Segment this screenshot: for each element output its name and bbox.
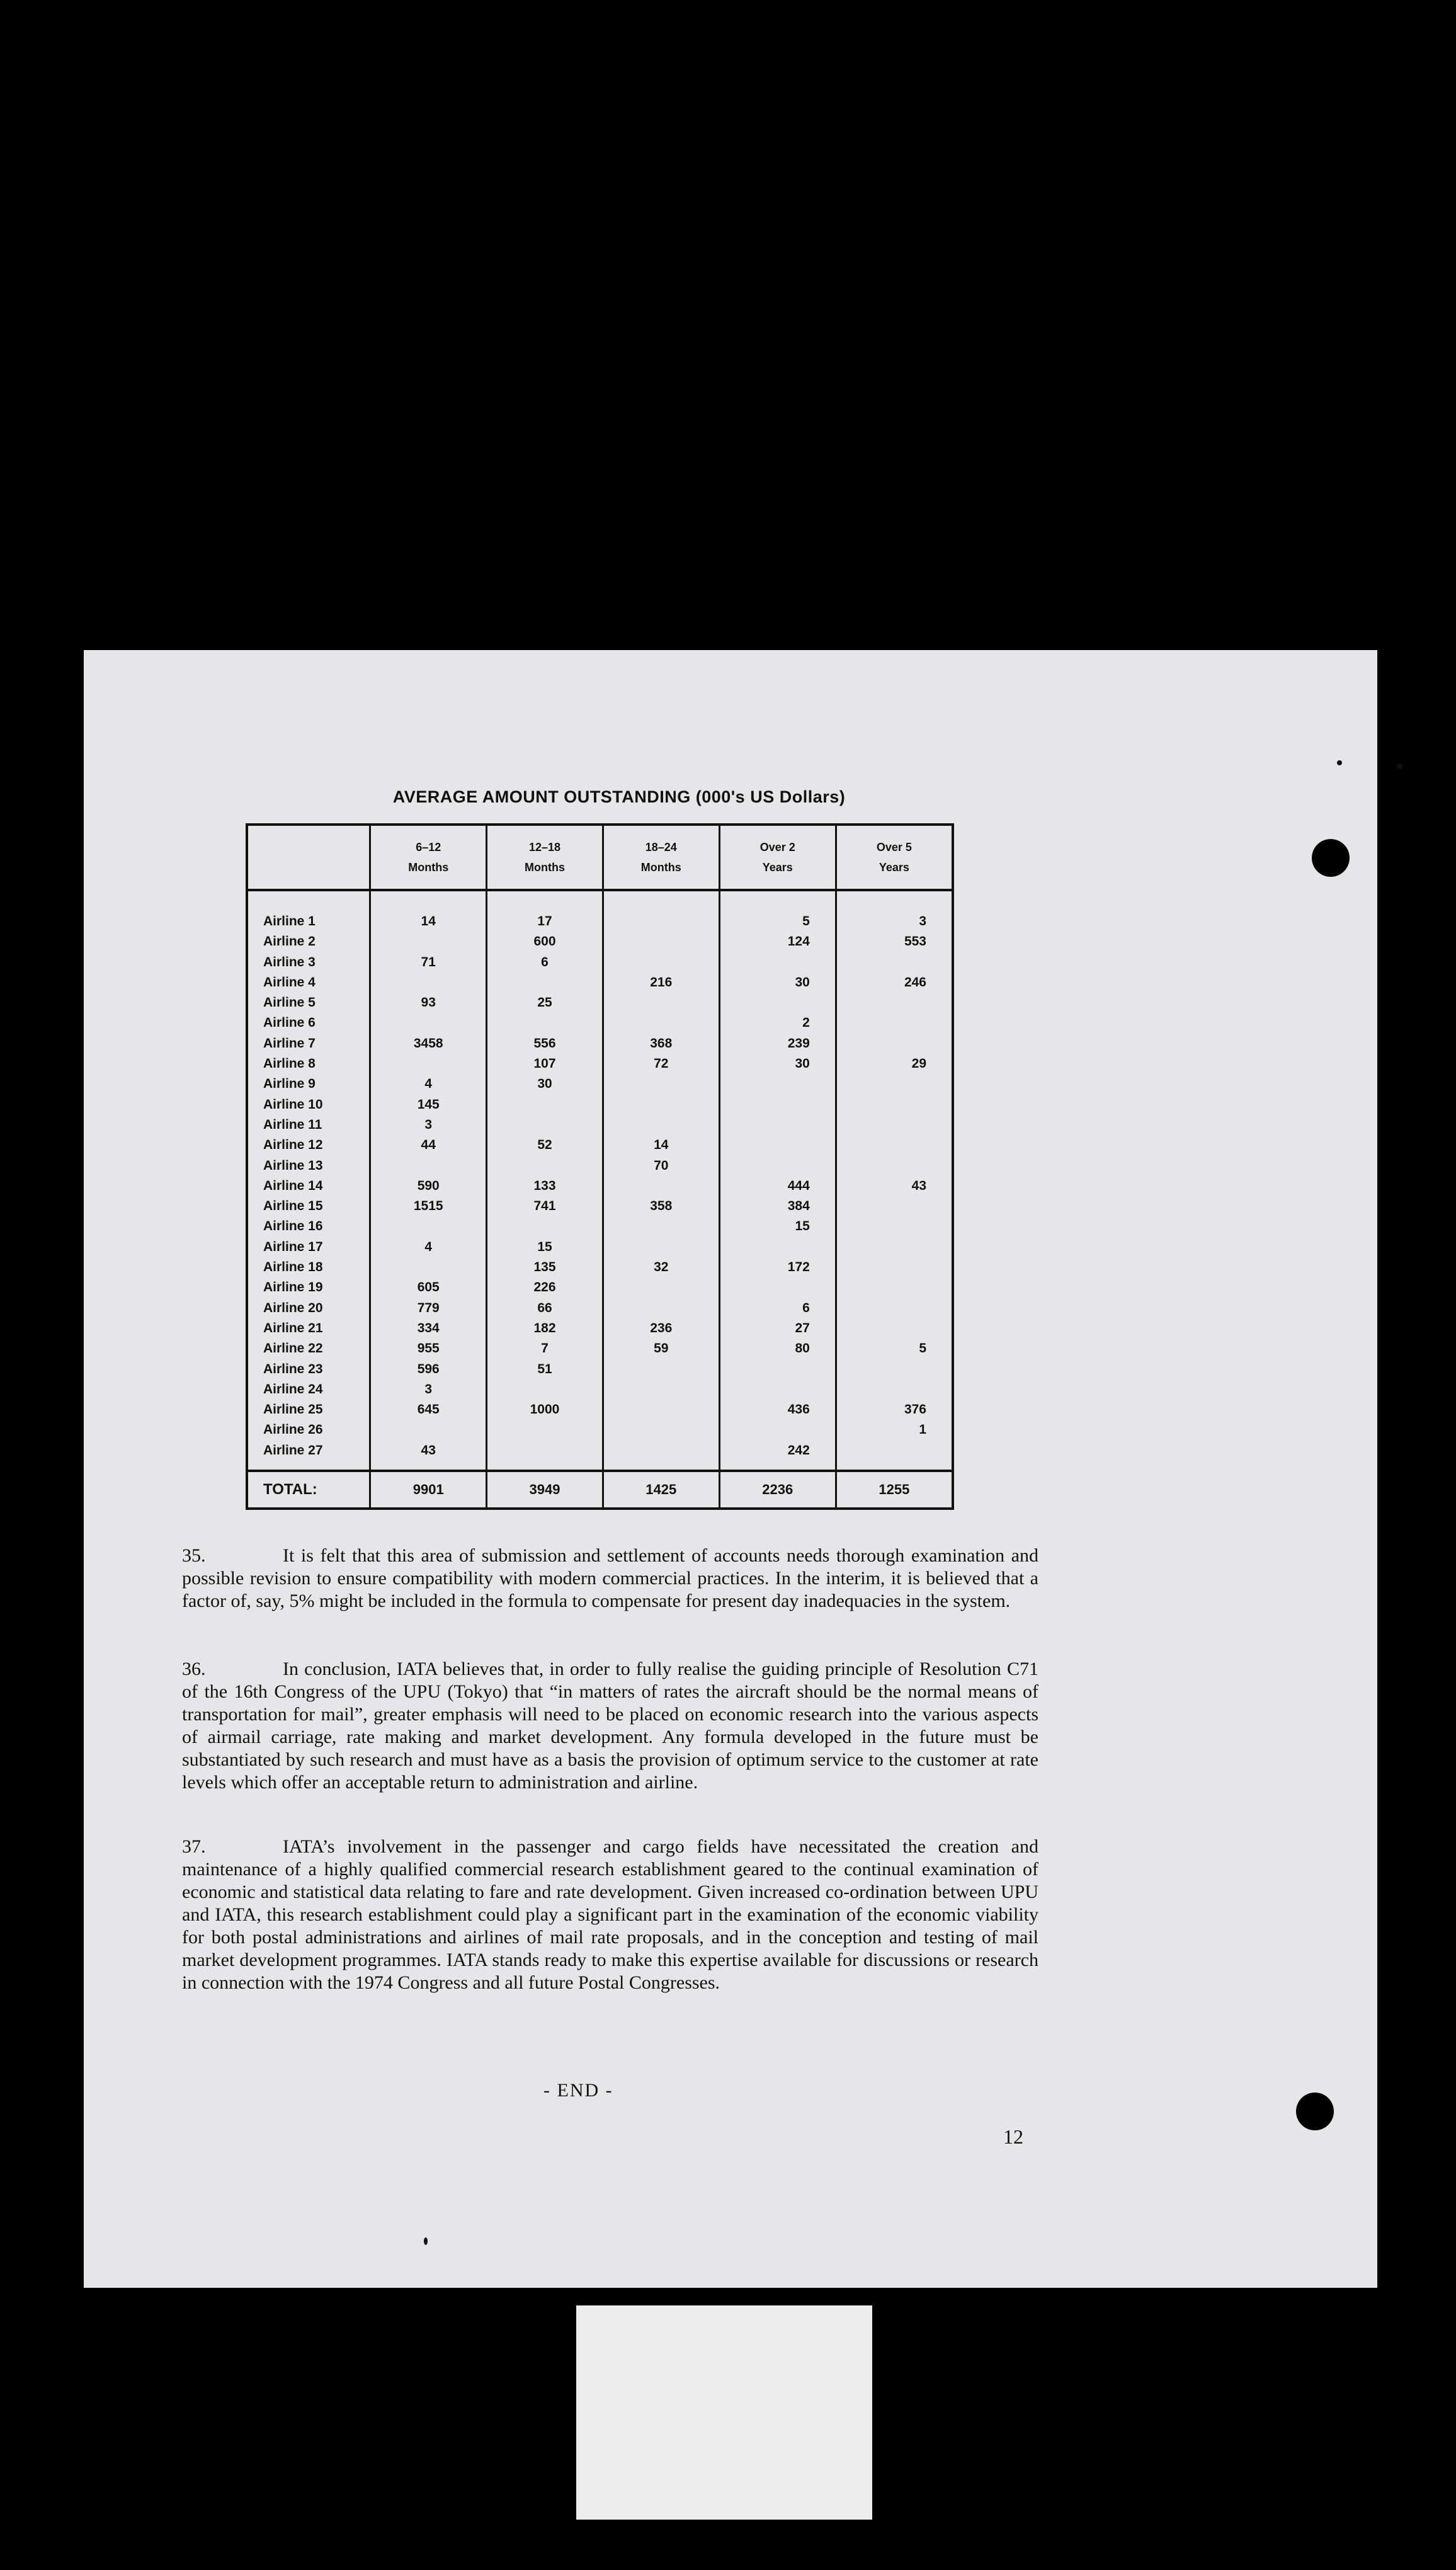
paragraph-36 — [182, 1658, 1038, 1794]
amount-cell: 182 — [533, 1320, 556, 1335]
header-6-12-months: 6–12 Months — [370, 825, 487, 890]
amount-cell: 29 — [911, 1056, 926, 1071]
table-header-row — [247, 825, 953, 890]
amount-cell: 7 — [541, 1341, 549, 1356]
amount-cell: 226 — [533, 1280, 556, 1295]
airline-name-cell: Airline 24 — [263, 1381, 323, 1396]
amount-cell — [487, 1379, 602, 1400]
airline-name-cell: Airline 10 — [263, 1097, 323, 1112]
header-18-24-months: 18–24 Months — [603, 825, 719, 890]
over-5-years-column — [837, 891, 952, 1461]
amount-cell: 5 — [919, 1341, 926, 1356]
months-6-12-column — [371, 891, 486, 1461]
amount-cell: 172 — [787, 1260, 810, 1275]
amount-cell: 6 — [802, 1300, 810, 1315]
amount-cell: 242 — [787, 1442, 810, 1458]
amount-cell — [604, 1095, 719, 1115]
end-mark: - END - — [543, 2080, 613, 2101]
blank-paper-slip — [576, 2305, 872, 2520]
amount-cell: 384 — [787, 1199, 810, 1214]
amount-cell — [487, 973, 602, 993]
paragraph-37 — [182, 1836, 1038, 1994]
amount-cell: 71 — [421, 954, 436, 969]
amount-cell — [487, 1441, 602, 1461]
total-label: TOTAL: — [247, 1471, 370, 1509]
page-number: 12 — [1003, 2125, 1023, 2148]
amount-cell — [837, 1298, 952, 1318]
amount-cell: 556 — [533, 1036, 556, 1051]
amount-cell — [604, 1298, 719, 1318]
amount-cell: 5 — [802, 914, 810, 928]
amount-cell — [837, 1318, 952, 1339]
amount-cell: 15 — [795, 1219, 810, 1234]
table-body-row — [247, 890, 953, 1471]
document-page — [84, 650, 1377, 2288]
amount-cell — [837, 1379, 952, 1400]
amount-cell: 30 — [537, 1077, 552, 1092]
amount-cell: 43 — [421, 1442, 436, 1458]
amount-cell: 93 — [421, 995, 436, 1010]
amount-cell — [720, 1115, 835, 1135]
amount-cell: 779 — [417, 1300, 440, 1315]
amount-cell — [371, 1420, 486, 1440]
amount-cell: 59 — [654, 1341, 669, 1356]
total-12-18-months: 3949 — [487, 1471, 603, 1509]
amount-cell: 596 — [417, 1361, 440, 1376]
table-title: AVERAGE AMOUNT OUTSTANDING (000's US Dollars) — [392, 787, 846, 806]
amount-cell: 246 — [904, 974, 926, 990]
amount-cell: 236 — [650, 1320, 673, 1335]
amount-cell: 43 — [911, 1178, 926, 1193]
amount-cell — [837, 1359, 952, 1379]
amount-cell — [720, 952, 835, 973]
paragraph-number: 35. — [182, 1545, 206, 1566]
amount-cell — [837, 1135, 952, 1155]
amount-cell: 376 — [904, 1402, 926, 1417]
airline-name-cell: Airline 9 — [263, 1077, 316, 1092]
amount-cell — [604, 1216, 719, 1236]
amount-cell — [837, 1441, 952, 1461]
amount-cell — [720, 1074, 835, 1094]
header-airline — [247, 825, 370, 890]
outstanding-amounts-table — [246, 823, 954, 1510]
paragraph-35 — [182, 1545, 1038, 1613]
airline-name-cell: Airline 15 — [263, 1199, 323, 1214]
amount-cell — [720, 1095, 835, 1115]
airline-name-cell: Airline 13 — [263, 1158, 323, 1173]
amount-cell: 2 — [802, 1015, 810, 1031]
amount-cell: 66 — [537, 1300, 552, 1315]
amount-cell — [720, 1237, 835, 1257]
airline-name-cell: Airline 23 — [263, 1361, 323, 1376]
amount-cell: 107 — [533, 1056, 556, 1071]
airline-name-cell: Airline 21 — [263, 1320, 323, 1335]
amount-cell: 30 — [795, 1056, 810, 1071]
amount-cell: 590 — [417, 1178, 440, 1193]
amount-cell — [837, 1257, 952, 1277]
amount-cell — [604, 911, 719, 932]
amount-cell: 3 — [919, 914, 926, 928]
airline-name-cell: Airline 11 — [263, 1117, 322, 1132]
amount-cell: 80 — [795, 1341, 810, 1356]
airline-name-cell: Airline 12 — [263, 1138, 323, 1153]
airline-name-cell: Airline 3 — [263, 954, 316, 969]
ink-speck — [1397, 763, 1402, 769]
amount-cell: 52 — [537, 1138, 552, 1153]
total-6-12-months: 9901 — [370, 1471, 487, 1509]
total-18-24-months: 1425 — [603, 1471, 719, 1509]
punch-hole-top — [1312, 839, 1350, 877]
airline-name-cell: Airline 20 — [263, 1300, 323, 1315]
paragraph-text: IATA’s involvement in the passenger and cargo fields have necessitated the creation and maintenance of a highly qualified commercial research establishment geared to the continual examination of economic and statistical data relating to fare and rate development. Given increased co-ordination between UPU and IATA, this research establishment could play a significant part in the examination of the economic viability for both postal administrations and airlines of mail rate proposals, and in the conception and testing of mail market development programmes. IATA stands ready to make this expertise available for discussions or research in connection with the 1974 Congress and all future Postal Congresses. — [182, 1836, 1038, 1993]
airline-name-cell: Airline 26 — [263, 1422, 323, 1437]
airline-name-cell: Airline 17 — [263, 1239, 323, 1254]
amount-cell: 955 — [417, 1341, 440, 1356]
airline-name-cell: Airline 2 — [263, 934, 316, 949]
punch-hole-bottom — [1296, 2093, 1334, 2130]
amount-cell: 6 — [541, 954, 549, 969]
amount-cell: 25 — [537, 995, 552, 1010]
amount-cell: 70 — [654, 1158, 669, 1173]
amount-cell: 334 — [417, 1320, 440, 1335]
airline-name-cell: Airline 5 — [263, 995, 316, 1010]
amount-cell — [837, 1115, 952, 1135]
amount-cell — [837, 993, 952, 1013]
amount-cell: 124 — [787, 934, 810, 949]
amount-cell — [371, 973, 486, 993]
amount-cell — [720, 1156, 835, 1176]
amount-cell: 1 — [919, 1422, 926, 1437]
amount-cell — [371, 932, 486, 952]
amount-cell: 605 — [417, 1280, 440, 1295]
amount-cell: 645 — [417, 1402, 440, 1417]
header-over-2-years: Over 2 Years — [719, 825, 836, 890]
amount-cell — [604, 1115, 719, 1135]
amount-cell — [487, 1216, 602, 1236]
amount-cell: 4 — [424, 1239, 433, 1254]
amount-cell: 30 — [795, 974, 810, 990]
airline-name-cell: Airline 6 — [263, 1015, 316, 1031]
amount-cell: 1515 — [413, 1199, 443, 1214]
amount-cell — [837, 952, 952, 973]
amount-cell — [604, 1420, 719, 1440]
amount-cell: 3458 — [413, 1036, 443, 1051]
amount-cell — [604, 1441, 719, 1461]
months-18-24-column — [604, 891, 719, 1461]
amount-cell — [837, 1196, 952, 1216]
amount-cell — [487, 1115, 602, 1135]
amount-cell — [837, 1013, 952, 1033]
amount-cell: 1000 — [530, 1402, 560, 1417]
paragraph-text: It is felt that this area of submission and settlement of accounts needs thorough examination and possible revision to ensure compatibility with modern commercial practices. In the interim, it is believed that a factor of, say, 5% might be included in the formula to compensate for present day inadequacies in the system. — [182, 1545, 1038, 1611]
amount-cell — [604, 1013, 719, 1033]
amount-cell — [604, 1400, 719, 1420]
amount-cell: 135 — [533, 1260, 556, 1275]
amount-cell: 44 — [421, 1138, 436, 1153]
airline-name-column — [248, 891, 369, 1461]
amount-cell: 741 — [533, 1199, 556, 1214]
amount-cell — [837, 1216, 952, 1236]
amount-cell — [720, 993, 835, 1013]
header-12-18-months: 12–18 Months — [487, 825, 603, 890]
amount-cell — [604, 1379, 719, 1400]
over-2-years-column — [720, 891, 835, 1461]
amount-cell — [604, 1074, 719, 1094]
amount-cell: 72 — [654, 1056, 669, 1071]
amount-cell: 216 — [650, 974, 673, 990]
amount-cell: 444 — [787, 1178, 810, 1193]
amount-cell: 27 — [795, 1320, 810, 1335]
amount-cell — [720, 1135, 835, 1155]
amount-cell — [720, 1277, 835, 1298]
amount-cell — [720, 1420, 835, 1440]
amount-cell: 368 — [650, 1036, 673, 1051]
amount-cell — [837, 1277, 952, 1298]
paragraph-number: 36. — [182, 1659, 206, 1679]
months-12-18-column — [487, 891, 602, 1461]
amount-cell: 14 — [421, 914, 436, 928]
amount-cell: 14 — [654, 1138, 669, 1153]
amount-cell — [604, 1277, 719, 1298]
amount-cell: 239 — [787, 1036, 810, 1051]
amount-cell — [487, 1095, 602, 1115]
airline-name-cell: Airline 27 — [263, 1442, 323, 1458]
amount-cell: 133 — [533, 1178, 556, 1193]
airline-name-cell: Airline 18 — [263, 1260, 323, 1275]
ink-speck — [1337, 760, 1342, 765]
amount-cell: 32 — [654, 1260, 669, 1275]
amount-cell: 600 — [533, 934, 556, 949]
amount-cell — [371, 1216, 486, 1236]
ink-speck — [424, 2237, 428, 2245]
airline-name-cell: Airline 1 — [263, 914, 316, 928]
total-over-5-years: 1255 — [836, 1471, 953, 1509]
airline-name-cell: Airline 14 — [263, 1178, 323, 1193]
amount-cell — [720, 1359, 835, 1379]
amount-cell: 3 — [424, 1381, 433, 1396]
amount-cell — [604, 952, 719, 973]
amount-cell — [371, 1013, 486, 1033]
paragraph-text: In conclusion, IATA believes that, in order to fully realise the guiding principle of Resolution C71 of the 16th Congress of the UPU (Tokyo) that “in matters of rates the aircraft should be the normal means of transportation for mail”, greater emphasis will need to be placed on economic research into the various aspects of airmail carriage, rate making and market development. Any formula developed in the future must be substantiated by such research and must have as a basis the provision of optimum service to the customer at rate levels which offer an acceptable return to administration and airline. — [182, 1659, 1038, 1793]
amount-cell — [487, 1013, 602, 1033]
amount-cell — [837, 1095, 952, 1115]
amount-cell — [604, 1176, 719, 1196]
airline-name-cell: Airline 22 — [263, 1341, 323, 1356]
amount-cell: 436 — [787, 1402, 810, 1417]
total-row — [247, 1471, 953, 1509]
header-over-5-years: Over 5 Years — [836, 825, 953, 890]
amount-cell: 15 — [537, 1239, 552, 1254]
amount-cell — [371, 1257, 486, 1277]
amount-cell — [720, 1379, 835, 1400]
amount-cell — [487, 1156, 602, 1176]
amount-cell — [371, 1054, 486, 1074]
amount-cell — [487, 1420, 602, 1440]
amount-cell: 17 — [537, 914, 552, 928]
paragraph-number: 37. — [182, 1836, 206, 1857]
amount-cell: 3 — [424, 1117, 433, 1132]
amount-cell: 51 — [537, 1361, 552, 1376]
airline-name-cell: Airline 25 — [263, 1402, 323, 1417]
amount-cell: 553 — [904, 934, 926, 949]
amount-cell — [837, 1034, 952, 1054]
total-over-2-years: 2236 — [719, 1471, 836, 1509]
amount-cell: 145 — [417, 1097, 440, 1112]
amount-cell — [837, 1237, 952, 1257]
amount-cell — [604, 932, 719, 952]
airline-name-cell: Airline 19 — [263, 1280, 323, 1295]
airline-name-cell: Airline 7 — [263, 1036, 316, 1051]
amount-cell — [837, 1156, 952, 1176]
amount-cell — [604, 1237, 719, 1257]
airline-name-cell: Airline 16 — [263, 1219, 323, 1234]
amount-cell — [604, 993, 719, 1013]
amount-cell — [371, 1156, 486, 1176]
amount-cell: 358 — [650, 1199, 673, 1214]
amount-cell — [837, 1074, 952, 1094]
airline-name-cell: Airline 4 — [263, 974, 316, 990]
airline-name-cell: Airline 8 — [263, 1056, 316, 1071]
amount-cell: 4 — [424, 1077, 433, 1092]
amount-cell — [604, 1359, 719, 1379]
